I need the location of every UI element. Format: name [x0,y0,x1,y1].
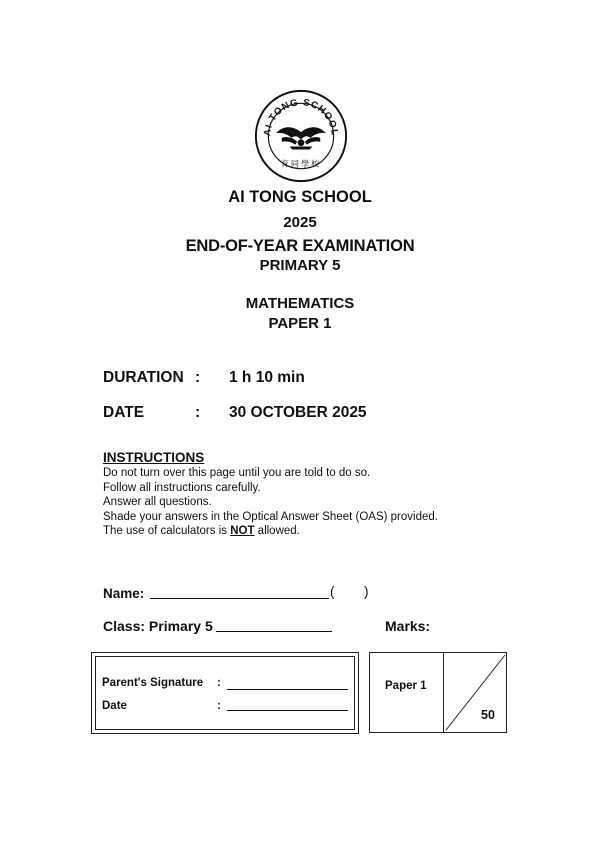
date-sign-colon: : [217,700,221,712]
subject: MATHEMATICS [245,295,355,312]
parent-signature-field[interactable] [227,689,348,690]
date-sign-label: Date [102,700,127,712]
wing-emblem [276,127,326,149]
school-crest-logo [253,88,349,184]
svg-text:AI TONG SCHOOL [262,97,340,136]
marks-label: Marks: [385,618,431,634]
parent-signature-label: Parent's Signature [102,677,204,689]
marks-diagonal [444,653,506,732]
duration-colon: : [195,369,201,386]
name-field[interactable] [150,598,329,599]
date-colon: : [195,404,201,421]
signature-box-inner [95,656,355,730]
paper: PAPER 1 [268,315,332,332]
paper-label: Paper 1 [385,680,427,692]
class-field[interactable] [216,631,332,632]
school-name: AI TONG SCHOOL [228,188,372,206]
date-value: 30 OCTOBER 2025 [229,404,367,421]
instructions-title: INSTRUCTIONS [103,450,205,465]
instruction-item: Shade your answers in the Optical Answer Sheet (OAS) provided. [103,510,438,523]
exam-year: 2025 [283,214,317,231]
instruction-item [103,524,438,539]
level: PRIMARY 5 [259,257,341,274]
logo-chinese-text: 育同學校 [280,158,322,169]
exam-title: END-OF-YEAR EXAMINATION [185,237,415,255]
date-label: DATE [103,404,145,421]
paren-open: ( [330,584,335,599]
instruction-emphasis: NOT [230,525,255,538]
instruction-item: Answer all questions. [103,496,212,509]
instruction-item: Do not turn over this page until you are told to do so. [103,467,371,479]
class-label: Class: Primary 5 [103,618,213,634]
instruction-item: Follow all instructions carefully. [103,481,261,494]
name-label: Name: [103,586,145,601]
logo-ring-text: AI TONG SCHOOL [262,97,340,137]
instructions-list [103,466,438,539]
parent-signature-box [91,652,359,734]
date-sign-field[interactable] [227,710,348,711]
marks-box [369,652,507,733]
signature-colon: : [217,677,221,689]
instruction-text: allowed. [254,525,300,538]
total-marks: 50 [481,708,495,722]
instruction-text: The use of calculators is [103,525,231,538]
duration-label: DURATION [103,369,184,386]
paren-close: ) [364,584,369,599]
duration-value: 1 h 10 min [229,369,305,386]
